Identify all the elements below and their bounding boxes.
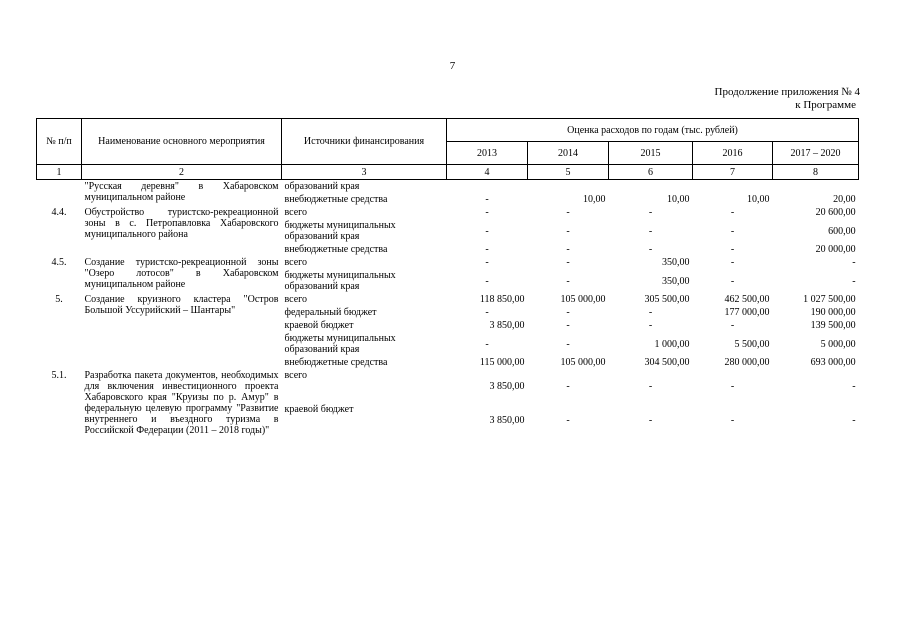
header-year-2017-2020: 2017 – 2020	[773, 142, 859, 165]
expense-value: -	[566, 275, 570, 287]
funding-source: образований края	[284, 181, 360, 192]
expense-value: -	[566, 257, 570, 268]
caption-line-1: Продолжение приложения № 4	[714, 86, 860, 98]
expense-value: 305 500,00	[644, 294, 690, 305]
expense-value: 1 027 500,00	[803, 294, 856, 305]
expenditure-table	[36, 118, 859, 437]
header-estimate: Оценка расходов по годам (тыс. рублей)	[447, 119, 859, 142]
expense-value: 20 600,00	[815, 207, 856, 218]
row-number: 5.	[55, 294, 63, 305]
expense-value: 1 000,00	[654, 338, 690, 350]
expense-value: -	[566, 225, 570, 237]
funding-source: федеральный бюджет	[284, 307, 377, 318]
expense-value: 5 500,00	[734, 338, 770, 350]
expense-value: 350,00	[662, 275, 690, 287]
table-row	[37, 256, 859, 269]
expense-value	[773, 180, 859, 194]
expense-value: 693 000,00	[810, 357, 856, 368]
column-number: 5	[528, 165, 609, 180]
expense-value: -	[648, 307, 653, 318]
table-row	[37, 369, 859, 403]
expense-value: 462 500,00	[724, 294, 770, 305]
expense-value: 139 500,00	[810, 320, 856, 331]
expense-value: -	[648, 320, 653, 331]
expense-value	[693, 180, 773, 194]
expense-value: 105 000,00	[560, 294, 606, 305]
expense-value: -	[852, 257, 856, 268]
funding-source: внебюджетные средства	[284, 244, 388, 255]
expense-value: -	[730, 275, 735, 287]
expense-value: 10,00	[583, 194, 606, 205]
funding-source: краевой бюджет	[284, 404, 354, 415]
header-year-2014: 2014	[528, 142, 609, 165]
expense-value: -	[730, 225, 735, 237]
funding-source: всего	[284, 294, 308, 305]
expense-value: -	[566, 380, 570, 392]
expense-value: -	[648, 207, 653, 218]
header-source: Источники финансирования	[282, 119, 447, 165]
expense-value: -	[566, 414, 570, 426]
expense-value: 280 000,00	[724, 357, 770, 368]
funding-source: бюджеты муниципальных образований края	[284, 270, 396, 292]
funding-source: бюджеты муниципальных образований края	[284, 333, 396, 355]
page-number: 7	[449, 60, 456, 72]
expense-value: -	[485, 338, 489, 350]
expense-value: -	[648, 225, 653, 237]
header-year-2016: 2016	[693, 142, 773, 165]
expense-value: 20,00	[833, 194, 856, 205]
funding-source: всего	[284, 370, 308, 381]
table-row	[37, 180, 859, 194]
expense-value: 105 000,00	[560, 357, 606, 368]
header-no: № п/п	[37, 119, 82, 165]
expense-value: -	[566, 307, 570, 318]
activity-name: Разработка пакета документов, необходимых для включения инвестиционного проекта Хабаровского края "Круизы по р. Амур" в федеральную целевую программу "Развитие внутреннего и въездного туризма в Российской Федерации (2011 – 2018 годы)"	[84, 370, 279, 436]
expense-value: 20 000,00	[815, 244, 856, 255]
row-number: 5.1.	[51, 370, 67, 381]
expense-value: 10,00	[667, 194, 690, 205]
expense-value: -	[485, 257, 489, 268]
table-row	[37, 293, 859, 306]
expense-value: -	[566, 207, 570, 218]
funding-source: внебюджетные средства	[284, 357, 388, 368]
expense-value: -	[648, 380, 653, 392]
expense-value: -	[730, 257, 735, 268]
column-number: 4	[447, 165, 528, 180]
expense-value: -	[485, 307, 489, 318]
row-number	[37, 180, 82, 207]
expense-value: -	[566, 244, 570, 255]
header-year-2013: 2013	[447, 142, 528, 165]
expense-value: 3 850,00	[489, 380, 525, 392]
funding-source: краевой бюджет	[284, 320, 354, 331]
funding-source: всего	[284, 207, 308, 218]
expense-value: 118 850,00	[479, 294, 525, 305]
expense-value: -	[730, 414, 735, 426]
activity-name: Создание круизного кластера "Остров Большой Уссурийский – Шантары"	[84, 294, 279, 316]
expense-value: -	[485, 225, 489, 237]
expense-value: -	[730, 207, 735, 218]
expense-value: -	[566, 338, 570, 350]
expense-value: -	[730, 380, 735, 392]
funding-source: внебюджетные средства	[284, 194, 388, 205]
expense-value: -	[485, 194, 489, 205]
expense-value: -	[852, 414, 856, 426]
appendix-caption	[715, 86, 860, 112]
funding-source: всего	[284, 257, 308, 268]
expense-value: -	[485, 244, 489, 255]
column-number: 2	[82, 165, 282, 180]
expense-value: 190 000,00	[810, 307, 856, 318]
expense-value: -	[648, 414, 653, 426]
expense-value: 10,00	[747, 194, 770, 205]
activity-name: Обустройство туристско-рекреационной зоны в с. Петропавловка Хабаровского муниципального района	[84, 207, 279, 240]
column-number: 3	[282, 165, 447, 180]
table-row	[37, 206, 859, 219]
column-number: 1	[37, 165, 82, 180]
expense-value	[447, 180, 528, 194]
expense-value: 3 850,00	[489, 414, 525, 426]
header-year-2015: 2015	[609, 142, 693, 165]
row-number: 4.4.	[51, 207, 67, 218]
expense-value: -	[730, 244, 735, 255]
expense-value: -	[852, 380, 856, 392]
expense-value: 3 850,00	[489, 320, 525, 331]
expense-value: -	[730, 320, 735, 331]
header-name: Наименование основного мероприятия	[82, 119, 282, 165]
funding-source: бюджеты муниципальных образований края	[284, 220, 396, 242]
activity-name: "Русская деревня" в Хабаровском муниципальном районе	[84, 181, 279, 203]
column-number: 7	[693, 165, 773, 180]
column-number: 8	[773, 165, 859, 180]
expense-value: -	[566, 320, 570, 331]
expense-value: 350,00	[662, 257, 690, 268]
expense-value	[528, 180, 609, 194]
column-number: 6	[609, 165, 693, 180]
expense-value	[609, 180, 693, 194]
expense-value: 115 000,00	[479, 357, 525, 368]
expense-value: -	[852, 275, 856, 287]
expense-value: 5 000,00	[820, 338, 856, 350]
expense-value: 600,00	[828, 225, 856, 237]
expense-value: -	[485, 275, 489, 287]
expense-value: -	[485, 207, 489, 218]
caption-line-2: к Программе	[795, 99, 856, 111]
row-number: 4.5.	[51, 257, 67, 268]
activity-name: Создание туристско-рекреационной зоны "Озеро лотосов" в Хабаровском муниципальном районе	[84, 257, 279, 290]
expense-value: -	[648, 244, 653, 255]
expense-value: 177 000,00	[724, 307, 770, 318]
expense-value: 304 500,00	[644, 357, 690, 368]
